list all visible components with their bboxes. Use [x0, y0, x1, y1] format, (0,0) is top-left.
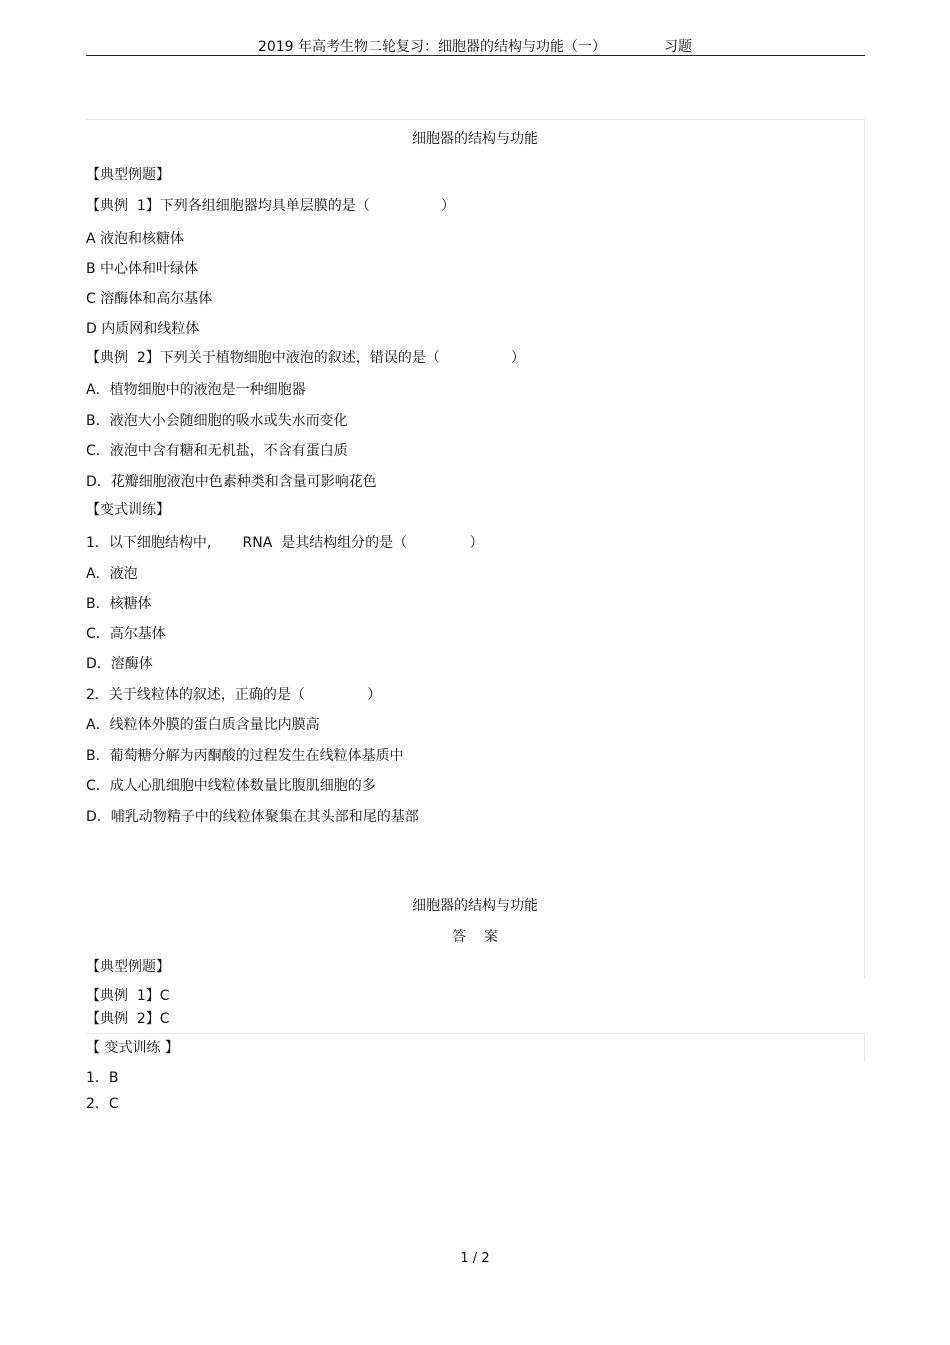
p1-option-c: C．高尔基体 [86, 626, 166, 642]
content-border-right [864, 119, 865, 979]
q2-option-a: A．植物细胞中的液泡是一种细胞器 [86, 382, 306, 398]
p1-option-a: A．液泡 [86, 566, 138, 582]
p2-option-d: D．哺乳动物精子中的线粒体聚集在其头部和尾的基部 [86, 809, 419, 825]
header-rule [86, 55, 865, 56]
content-border-right-lower [864, 1033, 865, 1061]
p2-option-a: A．线粒体外膜的蛋白质含量比内膜高 [86, 717, 320, 733]
q1-stem: 【典例 1】下列各组细胞器均具单层膜的是（ ） [86, 198, 456, 214]
practice-answer-2: 2．C [86, 1096, 119, 1112]
page-number: 1 / 2 [460, 1251, 490, 1266]
q1-option-a: A 液泡和核糖体 [86, 231, 185, 247]
p2-option-b: B．葡萄糖分解为丙酮酸的过程发生在线粒体基质中 [86, 748, 404, 764]
p1-option-d: D．溶酶体 [86, 656, 153, 672]
q2-option-c: C．液泡中含有糖和无机盐，不含有蛋白质 [86, 443, 348, 459]
p1-stem: 1．以下细胞结构中, RNA 是其结构组分的是（ ） [86, 535, 484, 551]
answer-subtitle: 答 案 [452, 929, 498, 945]
content-border-top [86, 119, 864, 120]
section2-title: 细胞器的结构与功能 [412, 898, 538, 914]
section1-title: 细胞器的结构与功能 [412, 131, 538, 147]
p1-option-b: B．核糖体 [86, 596, 152, 612]
section-separator [86, 1033, 864, 1034]
header-title: 2019 年高考生物二轮复习：细胞器的结构与功能（一） [257, 39, 607, 55]
q1-option-d: D 内质网和线粒体 [86, 321, 200, 337]
practice-answer-1: 1．B [86, 1070, 119, 1086]
header-suffix: 习题 [664, 39, 693, 55]
q1-option-c: C 溶酶体和高尔基体 [86, 291, 213, 307]
answer-1: 【典例 1】C [86, 988, 170, 1004]
q1-option-b: B 中心体和叶绿体 [86, 261, 199, 277]
q2-option-b: B．液泡大小会随细胞的吸水或失水而变化 [86, 413, 348, 429]
heading-examples: 【典型例题】 [86, 167, 170, 183]
heading-practice: 【变式训练】 [86, 502, 170, 518]
answer-heading-examples: 【典型例题】 [86, 959, 170, 975]
answer-2: 【典例 2】C [86, 1011, 170, 1027]
q2-option-d: D．花瓣细胞液泡中色素种类和含量可影响花色 [86, 474, 377, 490]
q2-stem: 【典例 2】下列关于植物细胞中液泡的叙述，错误的是（ ） [86, 350, 526, 366]
p2-option-c: C．成人心肌细胞中线粒体数量比腹肌细胞的多 [86, 778, 376, 794]
p2-stem: 2．关于线粒体的叙述，正确的是（ ） [86, 687, 382, 703]
answer-heading-practice: 【 变式训练 】 [86, 1040, 179, 1056]
page-header [0, 36, 950, 56]
